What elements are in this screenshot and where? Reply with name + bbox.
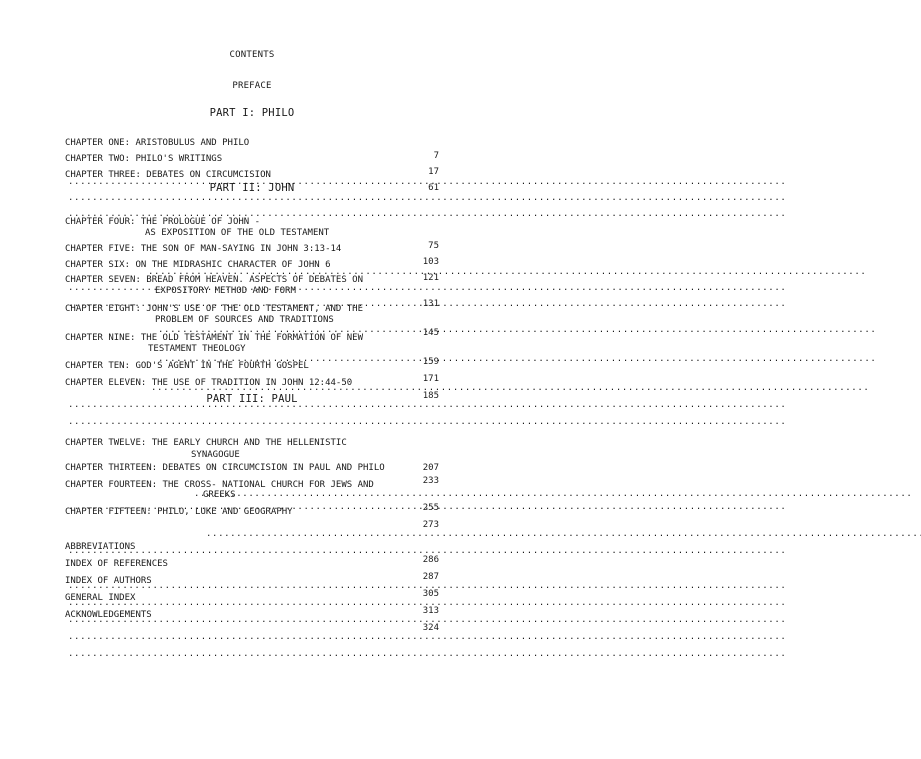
toc-entry-title: CHAPTER ELEVEN: THE USE OF TRADITION IN JOHN 12:44-50 (65, 378, 353, 388)
toc-entry-page: 171 (422, 374, 439, 384)
toc-entry[interactable] (155, 301, 439, 338)
part-heading: PART II: JOHN (209, 182, 295, 194)
toc-entry-title: ABBREVIATIONS (65, 542, 136, 552)
toc-entry-page: 17 (428, 167, 439, 177)
toc-entry-page: 61 (428, 183, 439, 193)
toc-entry-title: INDEX OF REFERENCES (65, 559, 168, 569)
toc-entry-title-cont: AS EXPOSITION OF THE OLD TESTAMENT (145, 228, 330, 238)
toc-entry-page: 159 (422, 357, 439, 367)
toc-entry-page: 313 (422, 606, 439, 616)
toc-entry-title: CHAPTER THIRTEEN: DEBATES ON CIRCUMCISION IN PAUL AND PHILO (65, 463, 385, 473)
toc-entry-title: INDEX OF AUTHORS (65, 576, 152, 586)
toc-entry-title: GENERAL INDEX (65, 593, 136, 603)
toc-entry-title: CHAPTER EIGHT: JOHN'S USE OF THE OLD TESTAMENT, AND THE (65, 304, 364, 314)
part-heading: PART I: PHILO (209, 107, 295, 119)
toc-entry-page: 273 (422, 520, 439, 530)
toc-entry-page: 207 (422, 463, 439, 473)
toc-entry-page: 145 (422, 328, 439, 338)
toc-entry[interactable] (145, 214, 439, 251)
toc-entry-page: 103 (422, 257, 439, 267)
dot-leader (65, 648, 439, 661)
part-heading: PART III: PAUL (206, 393, 298, 405)
toc-entry-title: CHAPTER FOUR: THE PROLOGUE OF JOHN - (65, 217, 261, 227)
toc-entry-title: CHAPTER NINE: THE OLD TESTAMENT IN THE FORMATION OF NEW (65, 333, 364, 343)
toc-entry-page: 233 (422, 476, 439, 486)
toc-entry-page: 324 (422, 623, 439, 633)
toc-entry-title: CHAPTER SEVEN: BREAD FROM HEAVEN. ASPECTS OF DEBATES ON (65, 275, 364, 285)
toc-entry-page: 121 (422, 273, 439, 283)
toc-entry-page: 305 (422, 589, 439, 599)
toc-entry-page: 7 (433, 151, 439, 161)
toc-entry-page: 131 (422, 299, 439, 309)
toc-entry-title: CHAPTER TWELVE: THE EARLY CHURCH AND THE HELLENISTIC (65, 438, 347, 448)
toc-entry-title: CHAPTER FIVE: THE SON OF MAN-SAYING IN JOHN 3:13-14 (65, 244, 342, 254)
toc-entry-title: CHAPTER TWO: PHILO'S WRITINGS (65, 154, 223, 164)
toc-entry-title-cont: SYNAGOGUE (191, 450, 240, 460)
toc-entry[interactable] (155, 272, 439, 309)
toc-entry-page: 75 (428, 241, 439, 251)
toc-entry-title: ACKNOWLEDGEMENTS (65, 610, 152, 620)
toc-entry-title: CHAPTER ONE: ARISTOBULUS AND PHILO (65, 138, 250, 148)
toc-entry-page: 286 (422, 555, 439, 565)
toc-entry-title: CHAPTER TEN: GOD'S AGENT IN THE FOURTH GOSPEL (65, 361, 309, 371)
toc-entry-title-cont: PROBLEM OF SOURCES AND TRADITIONS (155, 315, 334, 325)
toc-entry-title: CHAPTER FOURTEEN: THE CROSS- NATIONAL CHURCH FOR JEWS AND (65, 480, 374, 490)
preface-heading: PREFACE (232, 81, 272, 91)
toc-entry-title: CHAPTER SIX: ON THE MIDRASHIC CHARACTER OF JOHN 6 (65, 260, 331, 270)
toc-entry-page: 287 (422, 572, 439, 582)
toc-entry-title-cont: GREEKS (203, 490, 236, 500)
toc-entry-title-cont: TESTAMENT THEOLOGY (148, 344, 246, 354)
contents-heading: CONTENTS (229, 50, 275, 60)
toc-entry-title: CHAPTER THREE: DEBATES ON CIRCUMCISION (65, 170, 271, 180)
toc-entry-title-cont: EXPOSITORY METHOD AND FORM (155, 286, 296, 296)
toc-entry-page: 185 (422, 391, 439, 401)
toc-entry[interactable] (148, 330, 439, 367)
toc-entry-title: CHAPTER FIFTEEN: PHILO, LUKE AND GEOGRAPHY (65, 507, 293, 517)
toc-entry-page: 255 (422, 503, 439, 513)
